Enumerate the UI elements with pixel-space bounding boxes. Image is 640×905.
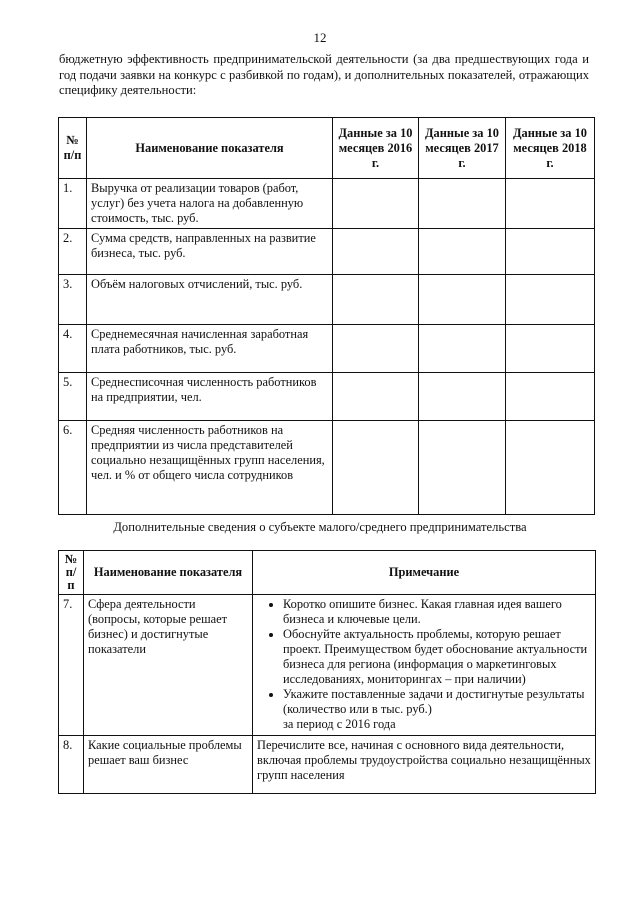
row-num: 2. xyxy=(59,229,87,275)
value-2018[interactable] xyxy=(506,373,595,421)
row-name: Среднесписочная численность работников на предприятии, чел. xyxy=(87,373,333,421)
value-2017[interactable] xyxy=(419,229,506,275)
value-2018[interactable] xyxy=(506,325,595,373)
value-2016[interactable] xyxy=(333,275,419,325)
table-row xyxy=(59,179,595,229)
row-name: Сумма средств, направленных на развитие бизнеса, тыс. руб. xyxy=(87,229,333,275)
row-num: 8. xyxy=(59,736,84,794)
list-item: • Обоснуйте актуальность проблемы, которую решает проект. Преимуществом будет обоснование актуальности бизнеса для региона (информация о маркетинговых исследованиях, мониторингах – при наличии) xyxy=(283,627,591,687)
value-2017[interactable] xyxy=(419,421,506,515)
row-name: Выручка от реализации товаров (работ, услуг) без учета налога на добавленную стоимость, тыс. руб. xyxy=(87,179,333,229)
value-2017[interactable] xyxy=(419,325,506,373)
table-header-row xyxy=(59,551,596,595)
table-row xyxy=(59,373,595,421)
row-note[interactable]: Перечислите все, начиная с основного вида деятельности, включая проблемы трудоустройства социально незащищённых групп населения xyxy=(253,736,596,794)
row-num: 7. xyxy=(59,595,84,736)
value-2018[interactable] xyxy=(506,179,595,229)
header-name: Наименование показателя xyxy=(84,551,253,595)
value-2017[interactable] xyxy=(419,373,506,421)
header-2017: Данные за 10 месяцев 2017 г. xyxy=(419,118,506,179)
intro-paragraph: бюджетную эффективность предпринимательской деятельности (за два предшествующих года и год подачи заявки на конкурс с разбивкой по годам), и дополнительных показателей, отражающих специфику деятельности: xyxy=(59,52,589,97)
header-note: Примечание xyxy=(253,551,596,595)
header-2018: Данные за 10 месяцев 2018 г. xyxy=(506,118,595,179)
row-note[interactable] xyxy=(253,595,596,736)
row-num: 1. xyxy=(59,179,87,229)
row-name: Сфера деятельности (вопросы, которые решает бизнес) и достигнутые показатели xyxy=(84,595,253,736)
table-row xyxy=(59,736,596,794)
value-2017[interactable] xyxy=(419,179,506,229)
row-name: Какие социальные проблемы решает ваш бизнес xyxy=(84,736,253,794)
table-row xyxy=(59,325,595,373)
table-row xyxy=(59,421,595,515)
row-name: Средняя численность работников на предприятии из числа представителей социально незащищённых групп населения, чел. и % от общего числа сотрудников xyxy=(87,421,333,515)
page-number: 12 xyxy=(313,30,327,45)
value-2016[interactable] xyxy=(333,373,419,421)
header-name: Наименование показателя xyxy=(87,118,333,179)
value-2016[interactable] xyxy=(333,229,419,275)
value-2018[interactable] xyxy=(506,229,595,275)
indicators-table xyxy=(58,117,595,515)
row-name: Среднемесячная начисленная заработная плата работников, тыс. руб. xyxy=(87,325,333,373)
value-2016[interactable] xyxy=(333,421,419,515)
row-num: 5. xyxy=(59,373,87,421)
value-2016[interactable] xyxy=(333,325,419,373)
value-2018[interactable] xyxy=(506,421,595,515)
additional-info-caption: Дополнительные сведения о субъекте малого/среднего предпринимательства xyxy=(113,520,527,534)
value-2017[interactable] xyxy=(419,275,506,325)
header-num: № п/п xyxy=(59,551,84,595)
row-num: 4. xyxy=(59,325,87,373)
header-2016: Данные за 10 месяцев 2016 г. xyxy=(333,118,419,179)
row-num: 6. xyxy=(59,421,87,515)
list-item: • Коротко опишите бизнес. Какая главная идея вашего бизнеса и ключевые цели. xyxy=(283,597,591,627)
table-header-row xyxy=(59,118,595,179)
row-name: Объём налоговых отчислений, тыс. руб. xyxy=(87,275,333,325)
row-num: 3. xyxy=(59,275,87,325)
value-2018[interactable] xyxy=(506,275,595,325)
value-2016[interactable] xyxy=(333,179,419,229)
note-tail: за период с 2016 года xyxy=(283,717,396,731)
note-bullet-list xyxy=(257,597,591,717)
list-item: • Укажите поставленные задачи и достигнутые результаты (количество или в тыс. руб.) xyxy=(283,687,591,717)
table-row xyxy=(59,595,596,736)
additional-info-table xyxy=(58,550,596,794)
header-num: № п/п xyxy=(59,118,87,179)
table-row xyxy=(59,229,595,275)
table-row xyxy=(59,275,595,325)
